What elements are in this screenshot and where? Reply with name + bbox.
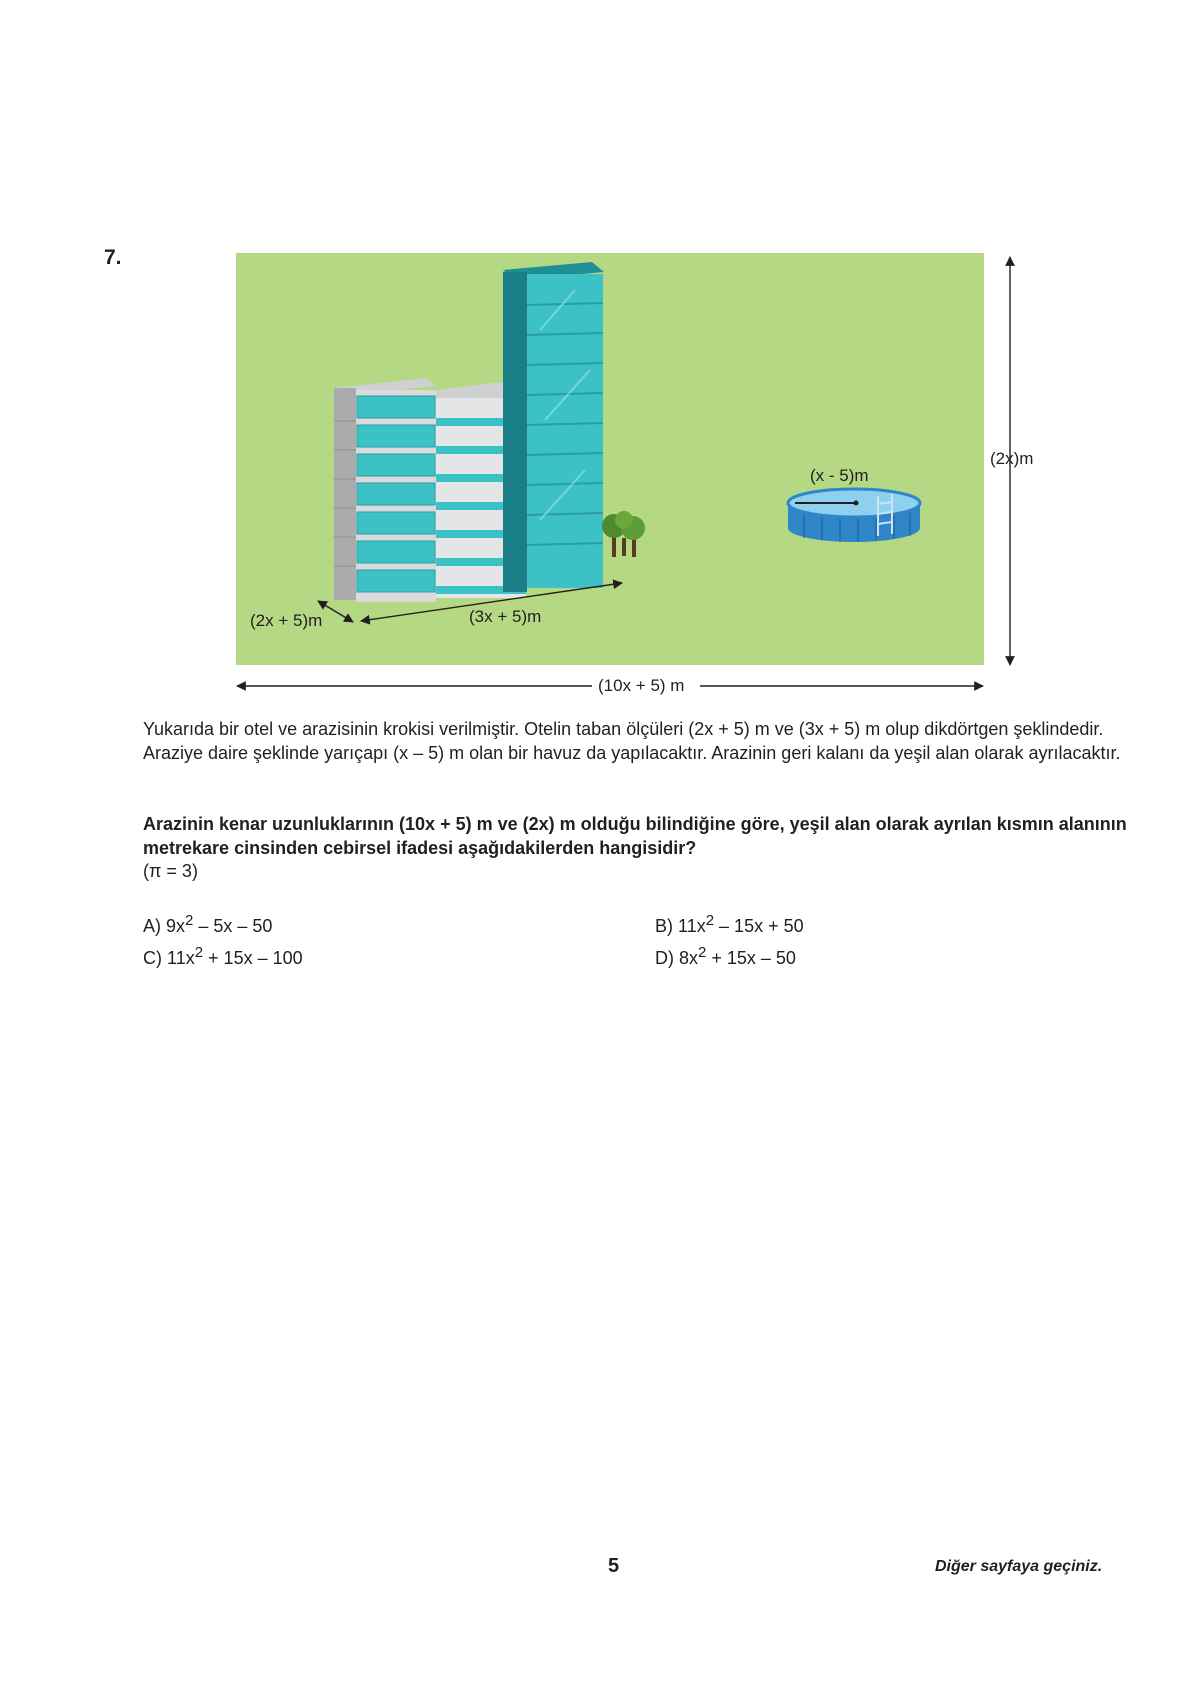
option-d[interactable]: D) $8x^2 + 15x - 50$ <box>655 944 796 968</box>
question-paragraph: Yukarıda bir otel ve arazisinin krokisi verilmiştir. Otelin taban ölçüleri (2x + 5) m ve (3x + 5) m olup dikdörtgen şeklindedir. Araziye daire şeklinde yarıçapı (x – 5) m olan bir havuz da yapılacaktır. Arazinin geri kalanı da yeşil alan olarak ayrılacaktır. <box>143 719 1121 763</box>
label-land-length: (10x + 5) m <box>598 676 685 695</box>
left-building <box>334 378 436 602</box>
pi-note: (π = 3) <box>143 861 198 881</box>
label-pool-radius: (x - 5)m <box>810 466 869 485</box>
label-building-width: (3x + 5)m <box>469 607 542 626</box>
option-c[interactable]: C) $11x^2 + 15x - 100$ <box>143 944 303 968</box>
question-prompt: Arazinin kenar uzunluklarının (10x + 5) m ve (2x) m olduğu bilindiğine göre, yeşil alan olarak ayrılan kısmın alanının metrekare cinsinden cebirsel ifadesi aşağıdakilerden hangisidir? <box>143 814 1127 858</box>
page-number: 5 <box>608 1555 620 1577</box>
glass-tower <box>503 262 604 592</box>
next-page-note: Diğer sayfaya geçiniz. <box>935 1558 1103 1575</box>
hotel-land-figure <box>0 0 1200 700</box>
label-building-depth: (2x + 5)m <box>250 611 323 630</box>
label-land-height: (2x)m <box>990 449 1034 468</box>
question-number: 7. <box>104 246 122 269</box>
option-b[interactable]: B) $11x^2 - 15x + 50$ <box>655 912 804 936</box>
pool <box>788 489 920 542</box>
option-a[interactable]: A) $9x^2 - 5x - 50$ <box>143 912 273 936</box>
